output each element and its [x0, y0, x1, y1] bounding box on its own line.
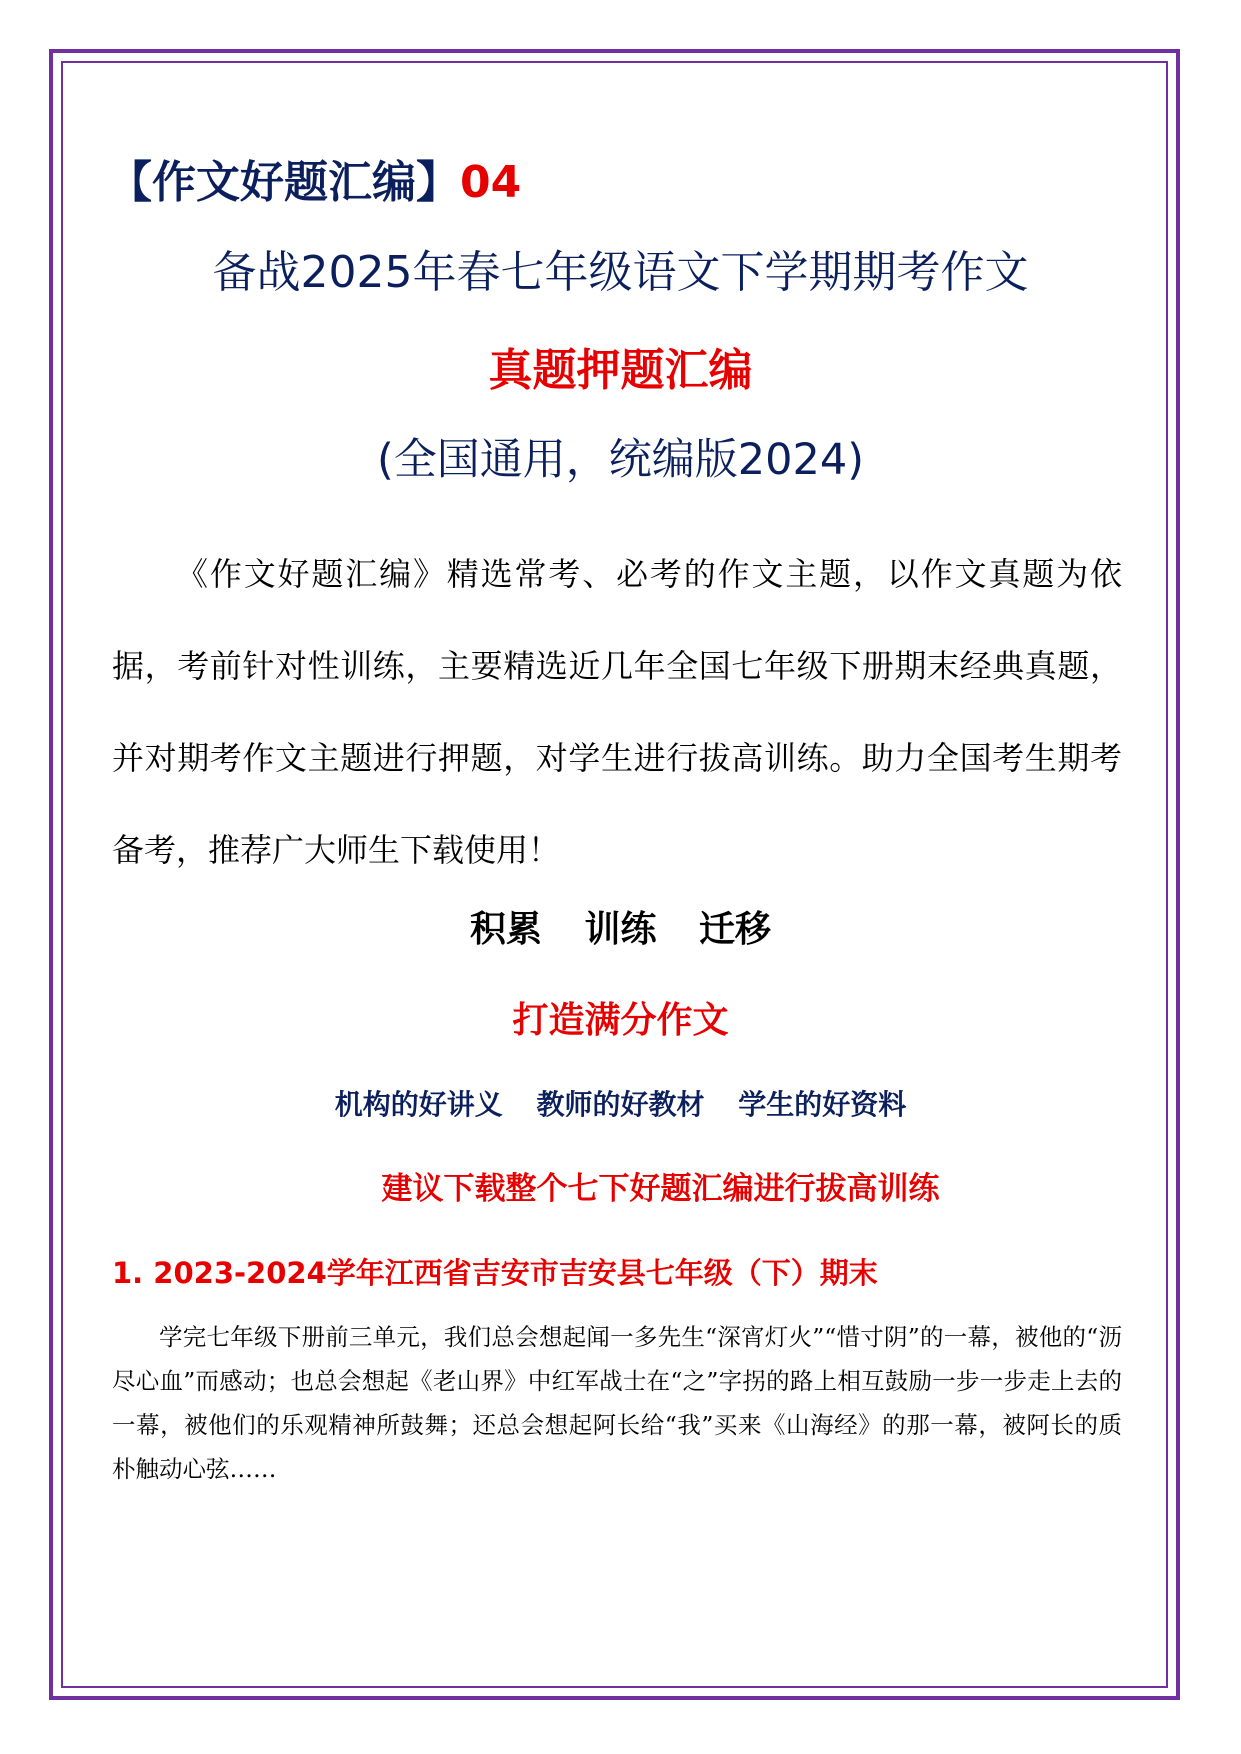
- download-advice: 建议下载整个七下好题汇编进行拔高训练: [381, 1171, 940, 1207]
- question-body: 学完七年级下册前三单元，我们总会想起闻一多先生“深宵灯火”“惜寸阴”的一幕，被他的“沥尽心血”而感动；也总会想起《老山界》中红军战士在“之”字拐的路上相互鼓励一步一步走上去的一幕，被他们的乐观精神所鼓舞；还总会想起阿长给“我”买来《山海经》的那一幕，被阿长的质朴触动心弦……: [112, 1323, 1122, 1483]
- document-subtitle: 备战2025年春七年级语文下学期期考作文: [212, 247, 1029, 298]
- edition-note: (全国通用，统编版2024): [377, 435, 864, 485]
- series-number: 04: [460, 157, 522, 208]
- intro-paragraph: 《作文好题汇编》精选常考、必考的作文主题，以作文真题为依据，考前针对性训练，主要精选近几年全国七年级下册期末经典真题，并对期考作文主题进行押题，对学生进行拔高训练。助力全国考生期考备考，推荐广大师生下载使用！: [112, 555, 1122, 869]
- tagline: 机构的好讲义 教师的好教材 学生的好资料: [334, 1088, 907, 1121]
- document-heading: 真题押题汇编: [488, 345, 753, 396]
- slogan-line: 积累 训练 迁移: [469, 909, 772, 950]
- slogan-red: 打造满分作文: [512, 1000, 729, 1041]
- question-title: 1. 2023-2024学年江西省吉安市吉安县七年级（下）期末: [112, 1256, 878, 1290]
- series-title: [108, 155, 521, 211]
- series-title-bracket: 【作文好题汇编】: [108, 157, 460, 208]
